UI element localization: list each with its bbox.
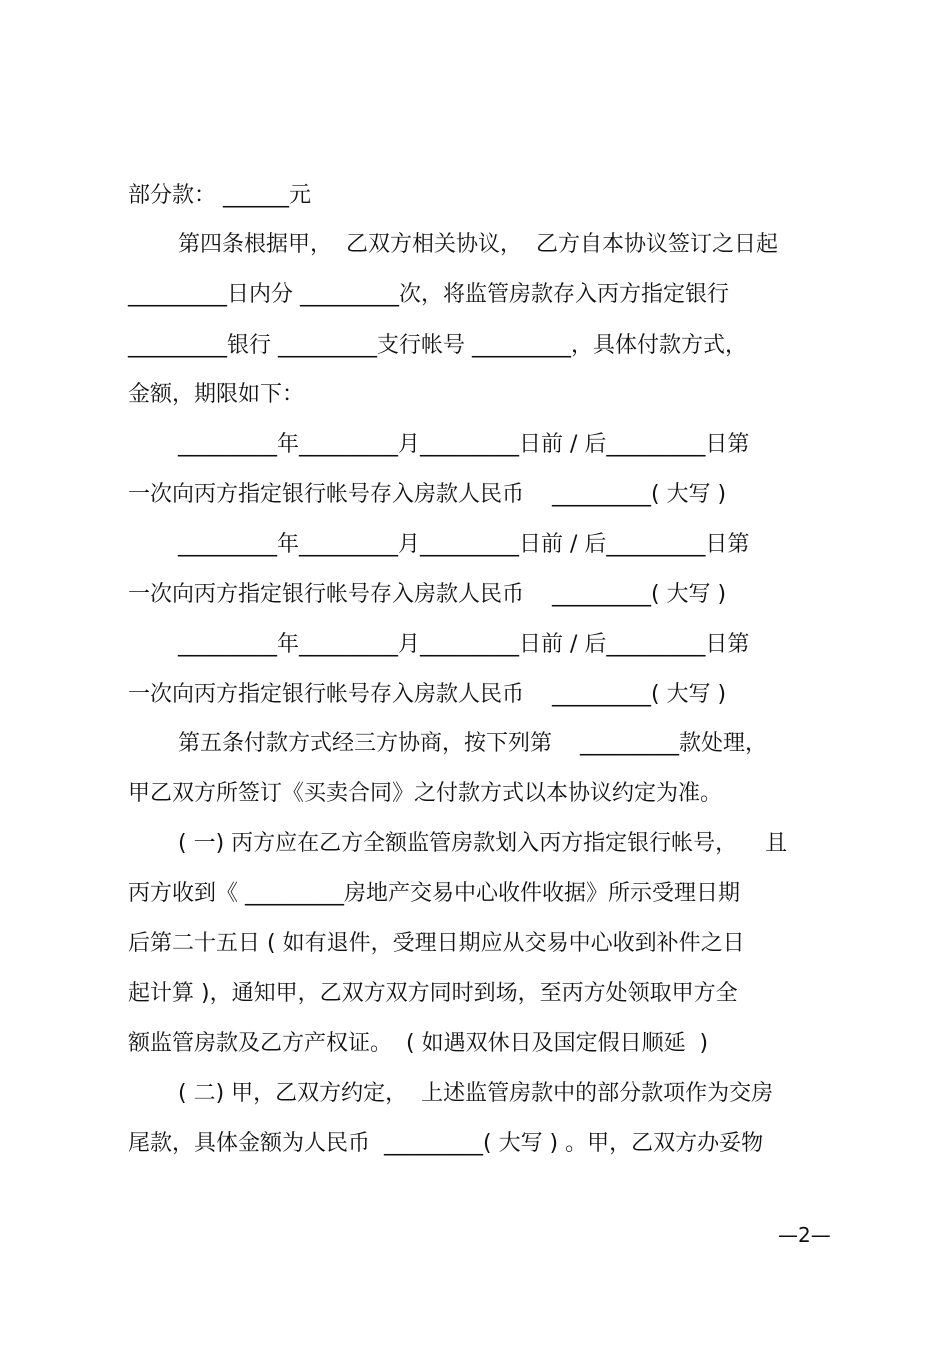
text-line: 一次向丙方指定银行帐号存入房款人民币 _________( 大写 )	[128, 582, 727, 607]
text-line: 起计算 )，通知甲，乙双方双方同时到场，至丙方处领取甲方全	[128, 981, 738, 1006]
text-line: 额监管房款及乙方产权证。 ( 如遇双休日及国定假日顺延 )	[128, 1031, 709, 1056]
text-line: 第五条付款方式经三方协商，按下列第 _________款处理，	[178, 731, 767, 756]
text-line: 后第二十五日 ( 如有退件，受理日期应从交易中心收到补件之日	[128, 931, 745, 956]
text-line: _________日内分 _________次，将监管房款存入丙方指定银行	[128, 282, 729, 307]
text-line: ( 一) 丙方应在乙方全额监管房款划入丙方指定银行帐号， 且	[178, 831, 788, 856]
text-line: 部分款： ______元	[128, 183, 311, 208]
text-line: _________年_________月_________日前 / 后_________日第	[178, 532, 750, 557]
text-line: _________年_________月_________日前 / 后_________日第	[178, 632, 750, 657]
text-line: ( 二) 甲，乙双方约定， 上述监管房款中的部分款项作为交房	[178, 1081, 774, 1106]
text-line: 甲乙双方所签订《买卖合同》之付款方式以本协议约定为准。	[128, 781, 723, 806]
text-line: 金额，期限如下：	[128, 382, 305, 407]
text-line: _________年_________月_________日前 / 后_________日第	[178, 432, 750, 457]
text-line: 一次向丙方指定银行帐号存入房款人民币 _________( 大写 )	[128, 482, 727, 507]
text-line: _________银行 _________支行帐号 _________，具体付款方式，	[128, 333, 747, 358]
text-line: 一次向丙方指定银行帐号存入房款人民币 _________( 大写 )	[128, 682, 727, 707]
page-number: —2—	[778, 1223, 831, 1247]
text-line: 丙方收到《 _________房地产交易中心收件收据》所示受理日期	[128, 881, 740, 906]
text-line: 尾款，具体金额为人民币 _________( 大写 ) 。甲，乙双方办妥物	[128, 1131, 764, 1156]
text-line: 第四条根据甲， 乙双方相关协议， 乙方自本协议签订之日起	[178, 232, 778, 257]
